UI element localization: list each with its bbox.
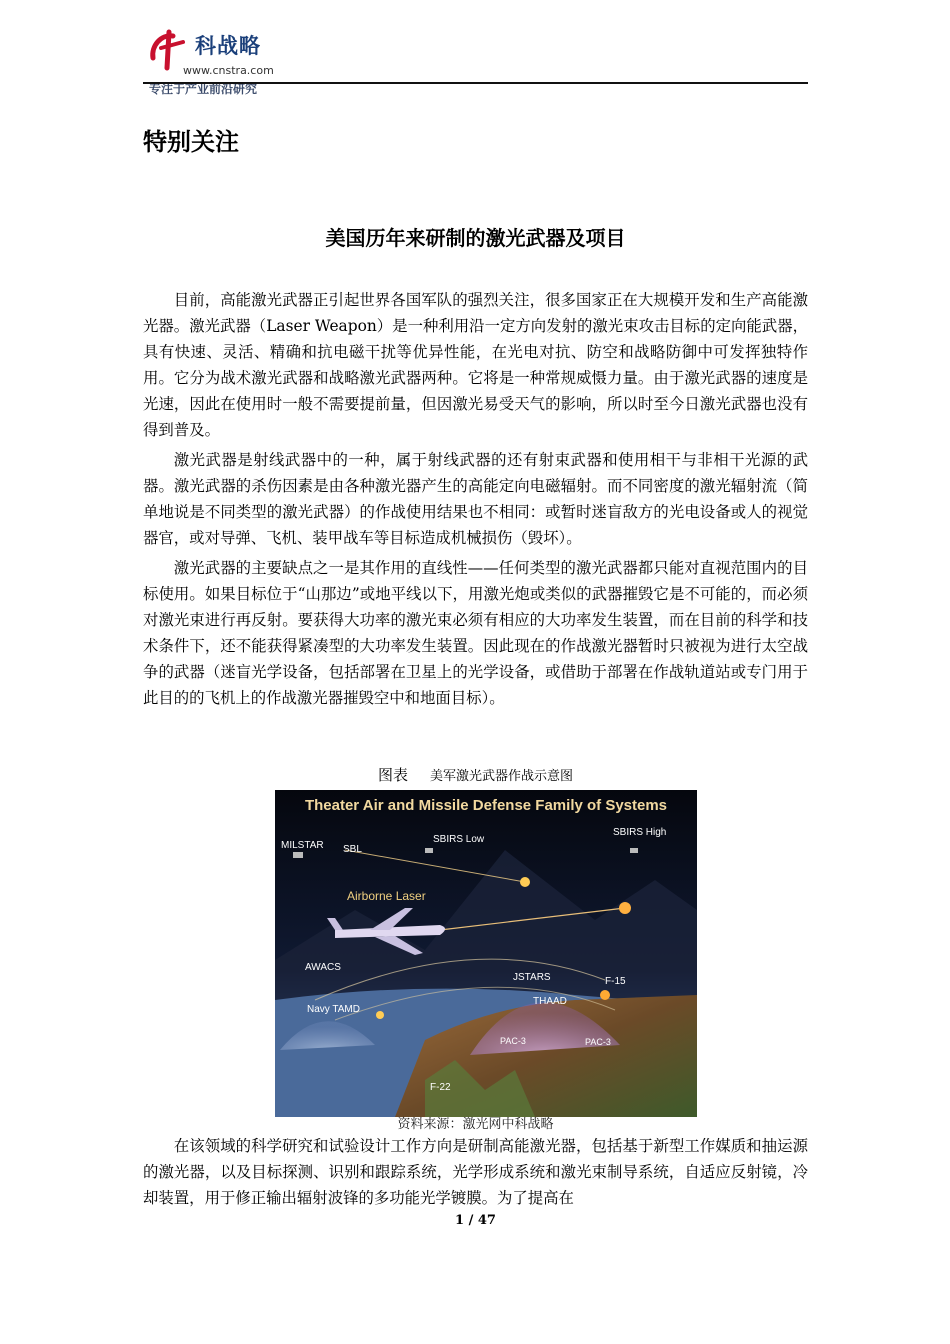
label-awacs: AWACS xyxy=(305,962,341,973)
page-number: 1 / 47 xyxy=(455,1213,496,1228)
logo-slogan: 专注于产业前沿研究 xyxy=(149,82,258,96)
body-text xyxy=(143,287,808,715)
satellite-icon xyxy=(425,848,433,853)
image-title: Theater Air and Missile Defense Family of Systems xyxy=(304,797,668,814)
paragraph: 在该领域的科学研究和试验设计工作方向是研制高能激光器，包括基于新型工作媒质和抽运源的激光器，以及目标探测、识别和跟踪系统，光学形成系统和激光束制导系统，自适应反射镜，冷却装置，用于修正输出辐射波锋的多功能光学镀膜。为了提高在 xyxy=(143,1137,808,1207)
logo-name: 科战略 xyxy=(195,34,261,58)
label-f15: F-15 xyxy=(605,976,626,987)
explosion xyxy=(376,1011,384,1019)
figure-label: 图表 xyxy=(377,766,408,784)
explosion xyxy=(520,877,530,887)
label-sbl: SBL xyxy=(343,844,362,855)
body-text-continued xyxy=(143,1133,808,1211)
label-jstars: JSTARS xyxy=(513,972,551,983)
label-f22: F-22 xyxy=(430,1082,451,1093)
explosion xyxy=(600,990,610,1000)
label-milstar: MILSTAR xyxy=(281,840,324,851)
figure-source: 资料来源：激光网中科战略 xyxy=(397,1117,554,1132)
figure-illustration xyxy=(275,790,697,1117)
paragraph: 激光武器是射线武器中的一种，属于射线武器的还有射束武器和使用相干与非相干光源的武器。激光武器的杀伤因素是由各种激光器产生的高能定向电磁辐射。而不同密度的激光辐射流（简单地说是不同类型的激光武器）的作战使用结果也不相同：或暂时迷盲敌方的光电设备或人的视觉器官，或对导弹、飞机、装甲战车等目标造成机械损伤（毁坏）。 xyxy=(143,451,808,547)
label-sbirs-low: SBIRS Low xyxy=(433,834,485,845)
label-airborne-laser: Airborne Laser xyxy=(347,889,426,903)
label-pac3-a: PAC-3 xyxy=(500,1036,526,1046)
header-rule xyxy=(143,82,808,84)
figure-caption xyxy=(143,764,808,785)
defense-systems-diagram xyxy=(275,790,697,1117)
paragraph: 目前，高能激光武器正引起世界各国军队的强烈关注，很多国家正在大规模开发和生产高能激光器。激光武器（Laser Weapon）是一种利用沿一定方向发射的激光束攻击目标的定向能武器，具有快速、灵活、精确和抗电磁干扰等优异性能，在光电对抗、防空和战略防御中可发挥独特作用。它分为战术激光武器和战略激光武器两种。它将是一种常规威慑力量。由于激光武器的速度是光速，因此在使用时一般不需要提前量，但因激光易受天气的影响，所以时至今日激光武器也没有得到普及。 xyxy=(143,291,808,439)
paragraph: 激光武器的主要缺点之一是其作用的直线性——任何类型的激光武器都只能对直视范围内的目标使用。如果目标位于“山那边”或地平线以下，用激光炮或类似的武器摧毁它是不可能的，而必须对激光束进行再反射。要获得大功率的激光束必须有相应的大功率发生装置，而在目前的科学和技术条件下，还不能获得紧凑型的大功率发生装置。因此现在的作战激光器暂时只被视为进行太空战争的武器（迷盲光学设备，包括部署在卫星上的光学设备，或借助于部署在作战轨道站或专门用于此目的的飞机上的作战激光器摧毁空中和地面目标）。 xyxy=(143,559,808,707)
explosion xyxy=(619,902,631,914)
satellite-icon xyxy=(630,848,638,853)
header-logo xyxy=(143,22,293,97)
logo-url: www.cnstra.com xyxy=(183,64,274,77)
document-title: 美国历年来研制的激光武器及项目 xyxy=(325,226,626,250)
label-sbirs-high: SBIRS High xyxy=(613,827,667,838)
figure-caption-text: 美军激光武器作战示意图 xyxy=(430,769,574,784)
section-title: 特别关注 xyxy=(143,128,239,156)
satellite-icon xyxy=(293,852,303,858)
label-pac3-b: PAC-3 xyxy=(585,1037,611,1047)
label-thaad: THAAD xyxy=(533,996,567,1007)
label-navy-tamd: Navy TAMD xyxy=(307,1004,360,1015)
